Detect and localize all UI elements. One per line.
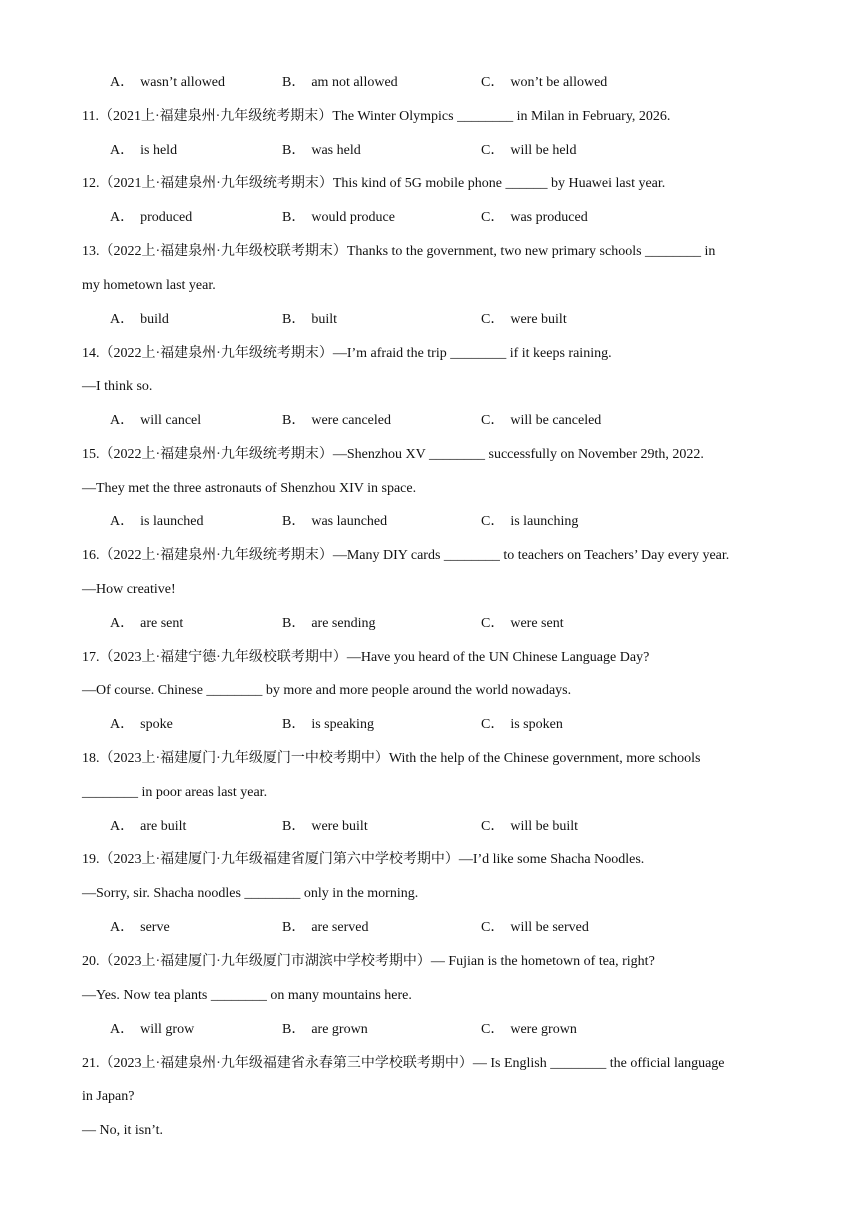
option-c: C． were sent: [481, 616, 564, 631]
question-20: [82, 953, 655, 971]
option-c: C． will be canceled: [481, 413, 602, 428]
question-number: 20.: [82, 954, 100, 969]
option-c: C． will be built: [481, 819, 579, 834]
option-b: B． are sending: [282, 616, 376, 631]
option-a: A． serve: [110, 920, 170, 935]
question-source: （2021上·福建泉州·九年级统考期末）: [98, 109, 333, 124]
dialogue-response: —Of course. Chinese ________ by more and more people around the world nowadays.: [82, 683, 572, 698]
option-a: A． wasn’t allowed: [110, 75, 226, 90]
dialogue-response: —Yes. Now tea plants ________ on many mountains here.: [82, 988, 412, 1003]
question-15: [82, 446, 704, 464]
question-source: （2023上·福建宁德·九年级校联考期中）: [99, 650, 347, 665]
option-a: A． is launched: [110, 514, 204, 529]
option-b: B． built: [282, 312, 338, 327]
question-text: —Many DIY cards ________ to teachers on Teachers’ Day every year.: [332, 548, 730, 563]
question-text: Thanks to the government, two new primary schools ________ in: [346, 244, 716, 259]
question-text-continued: my hometown last year.: [82, 278, 216, 293]
question-source: （2023上·福建厦门·九年级福建省厦门第六中学校考期中）: [99, 852, 459, 867]
option-c: C． was produced: [481, 210, 588, 225]
question-16: [82, 547, 729, 565]
question-text: — Is English ________ the official language: [472, 1056, 725, 1071]
option-a: A． build: [110, 312, 169, 327]
option-b: B． would produce: [282, 210, 395, 225]
question-number: 19.: [82, 852, 100, 867]
question-source: （2023上·福建厦门·九年级厦门一中校考期中）: [99, 751, 389, 766]
option-b: B． were built: [282, 819, 368, 834]
option-c: C． were grown: [481, 1022, 577, 1037]
question-text: —I’m afraid the trip ________ if it keeps raining.: [332, 346, 612, 361]
option-c: C． will be served: [481, 920, 589, 935]
option-a: A． is held: [110, 143, 178, 158]
option-a: A． will grow: [110, 1022, 195, 1037]
question-source: （2022上·福建泉州·九年级统考期末）: [99, 548, 333, 563]
question-text: — Fujian is the hometown of tea, right?: [430, 954, 655, 969]
question-17: [82, 649, 649, 667]
question-source: （2022上·福建泉州·九年级校联考期末）: [99, 244, 347, 259]
question-number: 13.: [82, 244, 100, 259]
question-source: （2023上·福建厦门·九年级厦门市湖滨中学校考期中）: [99, 954, 431, 969]
question-source: （2023上·福建泉州·九年级福建省永春第三中学校联考期中）: [99, 1056, 473, 1071]
question-number: 16.: [82, 548, 100, 563]
option-c: C． will be held: [481, 143, 577, 158]
question-12: [82, 175, 665, 193]
option-b: B． am not allowed: [282, 75, 398, 90]
option-a: A． spoke: [110, 717, 173, 732]
option-a: A． are built: [110, 819, 187, 834]
dialogue-response: — No, it isn’t.: [82, 1123, 164, 1138]
question-14: [82, 345, 612, 363]
option-b: B． were canceled: [282, 413, 392, 428]
question-source: （2021上·福建泉州·九年级统考期末）: [99, 176, 333, 191]
dialogue-response: —I think so.: [82, 379, 153, 394]
question-text: —Have you heard of the UN Chinese Language Day?: [346, 650, 650, 665]
option-c: C． were built: [481, 312, 567, 327]
question-11: [82, 108, 670, 126]
question-19: [82, 851, 644, 869]
question-number: 11.: [82, 109, 99, 124]
option-a: A． are sent: [110, 616, 184, 631]
question-number: 18.: [82, 751, 100, 766]
question-number: 17.: [82, 650, 100, 665]
question-text-continued: ________ in poor areas last year.: [82, 785, 268, 800]
dialogue-response: —Sorry, sir. Shacha noodles ________ only in the morning.: [82, 886, 419, 901]
question-text: With the help of the Chinese government, more schools: [388, 751, 701, 766]
option-c: C． is launching: [481, 514, 579, 529]
question-text: The Winter Olympics ________ in Milan in February, 2026.: [332, 109, 671, 124]
option-b: B． was launched: [282, 514, 388, 529]
option-b: B． was held: [282, 143, 361, 158]
option-c: C． is spoken: [481, 717, 563, 732]
option-b: B． is speaking: [282, 717, 374, 732]
option-a: A． will cancel: [110, 413, 202, 428]
question-number: 12.: [82, 176, 100, 191]
question-18: [82, 750, 700, 768]
question-text-continued: in Japan?: [82, 1089, 135, 1104]
question-number: 15.: [82, 447, 100, 462]
question-text: —Shenzhou XV ________ successfully on November 29th, 2022.: [332, 447, 704, 462]
question-13: [82, 243, 715, 261]
question-text: This kind of 5G mobile phone ______ by Huawei last year.: [332, 176, 666, 191]
question-text: —I’d like some Shacha Noodles.: [458, 852, 645, 867]
question-source: （2022上·福建泉州·九年级统考期末）: [99, 346, 333, 361]
dialogue-response: —How creative!: [82, 582, 176, 597]
option-a: A． produced: [110, 210, 193, 225]
dialogue-response: —They met the three astronauts of Shenzhou XIV in space.: [82, 481, 417, 496]
question-number: 21.: [82, 1056, 100, 1071]
option-b: B． are grown: [282, 1022, 368, 1037]
option-c: C． won’t be allowed: [481, 75, 608, 90]
option-b: B． are served: [282, 920, 369, 935]
question-source: （2022上·福建泉州·九年级统考期末）: [99, 447, 333, 462]
question-number: 14.: [82, 346, 100, 361]
question-21: [82, 1055, 725, 1073]
